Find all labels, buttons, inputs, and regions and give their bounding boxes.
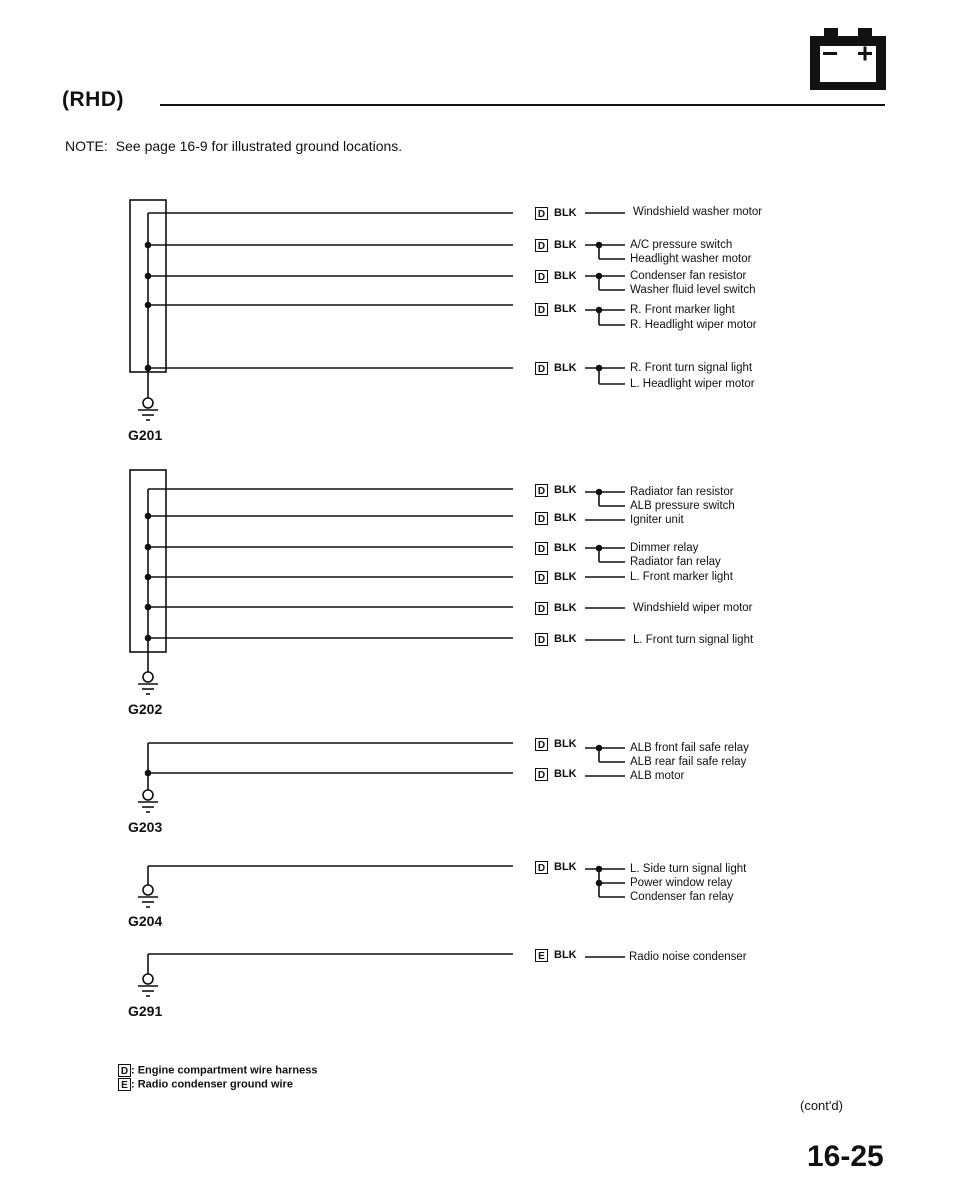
connector-box: D bbox=[535, 303, 548, 316]
connector-box: D bbox=[535, 484, 548, 497]
wire-color: BLK bbox=[554, 303, 577, 315]
legend-box: D bbox=[118, 1064, 131, 1077]
ground-label-g202: G202 bbox=[128, 701, 163, 717]
wire-color: BLK bbox=[554, 633, 577, 645]
destination-label: Windshield washer motor bbox=[633, 206, 763, 218]
destination-label: Windshield wiper motor bbox=[633, 602, 753, 614]
connector-label bbox=[535, 631, 577, 647]
connector-label bbox=[535, 301, 577, 317]
page-number: 16-25 bbox=[807, 1140, 884, 1173]
wire-color: BLK bbox=[554, 542, 577, 554]
connector-label bbox=[535, 947, 577, 963]
connector-box: D bbox=[535, 571, 548, 584]
connector-box: D bbox=[535, 207, 548, 220]
connector-label bbox=[535, 510, 577, 526]
ground-label-g201: G201 bbox=[128, 427, 163, 443]
note-text: See page 16-9 for illustrated ground locations. bbox=[115, 138, 403, 154]
destination-label: L. Front marker light bbox=[630, 571, 733, 583]
connector-label bbox=[535, 736, 577, 752]
connector-box: D bbox=[535, 738, 548, 751]
destination-label: ALB rear fail safe relay bbox=[630, 756, 747, 768]
ground-label-g291: G291 bbox=[128, 1003, 163, 1019]
connector-label bbox=[535, 859, 577, 875]
destination-label: R. Headlight wiper motor bbox=[630, 319, 757, 331]
wire-color: BLK bbox=[554, 602, 577, 614]
connector-box: D bbox=[535, 542, 548, 555]
connector-label bbox=[535, 766, 577, 782]
page-title: (RHD) bbox=[62, 88, 124, 111]
connector-label bbox=[535, 268, 577, 284]
destination-label: Headlight washer motor bbox=[630, 253, 752, 265]
destination-label: Dimmer relay bbox=[630, 542, 699, 554]
wire-color: BLK bbox=[554, 270, 577, 282]
wire-color: BLK bbox=[554, 362, 577, 374]
wire-color: BLK bbox=[554, 484, 577, 496]
destination-label: Washer fluid level switch bbox=[630, 284, 756, 296]
destination-label: ALB motor bbox=[630, 770, 685, 782]
connector-label bbox=[535, 569, 577, 585]
continued-label: (cont'd) bbox=[800, 1098, 843, 1113]
legend-text: : Radio condenser ground wire bbox=[131, 1078, 293, 1091]
connector-label bbox=[535, 360, 577, 376]
connector-box: D bbox=[535, 512, 548, 525]
ground-label-g204: G204 bbox=[128, 913, 163, 929]
legend-item-e bbox=[118, 1078, 293, 1091]
connector-label bbox=[535, 600, 577, 616]
connector-box: D bbox=[535, 602, 548, 615]
destination-label: Igniter unit bbox=[630, 514, 684, 526]
legend-item-d bbox=[118, 1064, 317, 1077]
destination-label: Condenser fan resistor bbox=[630, 270, 747, 282]
note-label: NOTE: bbox=[65, 138, 108, 154]
ground-label-g203: G203 bbox=[128, 819, 163, 835]
destination-label: Radiator fan relay bbox=[630, 556, 721, 568]
connector-box: D bbox=[535, 270, 548, 283]
connector-label bbox=[535, 237, 577, 253]
wire-color: BLK bbox=[554, 512, 577, 524]
wire-color: BLK bbox=[554, 239, 577, 251]
destination-label: L. Front turn signal light bbox=[633, 634, 754, 646]
destination-label: Power window relay bbox=[630, 877, 733, 889]
connector-box: D bbox=[535, 633, 548, 646]
destination-label: L. Side turn signal light bbox=[630, 863, 747, 875]
wire-color: BLK bbox=[554, 768, 577, 780]
connector-label bbox=[535, 205, 577, 221]
connector-box: D bbox=[535, 362, 548, 375]
destination-label: R. Front marker light bbox=[630, 304, 735, 316]
destination-label: L. Headlight wiper motor bbox=[630, 378, 755, 390]
connector-box: D bbox=[535, 239, 548, 252]
connector-box: E bbox=[535, 949, 548, 962]
destination-label: Radio noise condenser bbox=[629, 951, 747, 963]
wire-color: BLK bbox=[554, 207, 577, 219]
legend-text: : Engine compartment wire harness bbox=[131, 1064, 318, 1077]
connector-box: D bbox=[535, 861, 548, 874]
destination-label: Condenser fan relay bbox=[630, 891, 734, 903]
wire-color: BLK bbox=[554, 861, 577, 873]
connector-label bbox=[535, 482, 577, 498]
destination-label: ALB front fail safe relay bbox=[630, 742, 749, 754]
wire-color: BLK bbox=[554, 738, 577, 750]
connector-box: D bbox=[535, 768, 548, 781]
wire-color: BLK bbox=[554, 949, 577, 961]
destination-label: A/C pressure switch bbox=[630, 239, 733, 251]
legend-box: E bbox=[118, 1078, 131, 1091]
destination-label: R. Front turn signal light bbox=[630, 362, 753, 374]
destination-label: Radiator fan resistor bbox=[630, 486, 734, 498]
destination-label: ALB pressure switch bbox=[630, 500, 735, 512]
connector-label bbox=[535, 540, 577, 556]
wire-color: BLK bbox=[554, 571, 577, 583]
